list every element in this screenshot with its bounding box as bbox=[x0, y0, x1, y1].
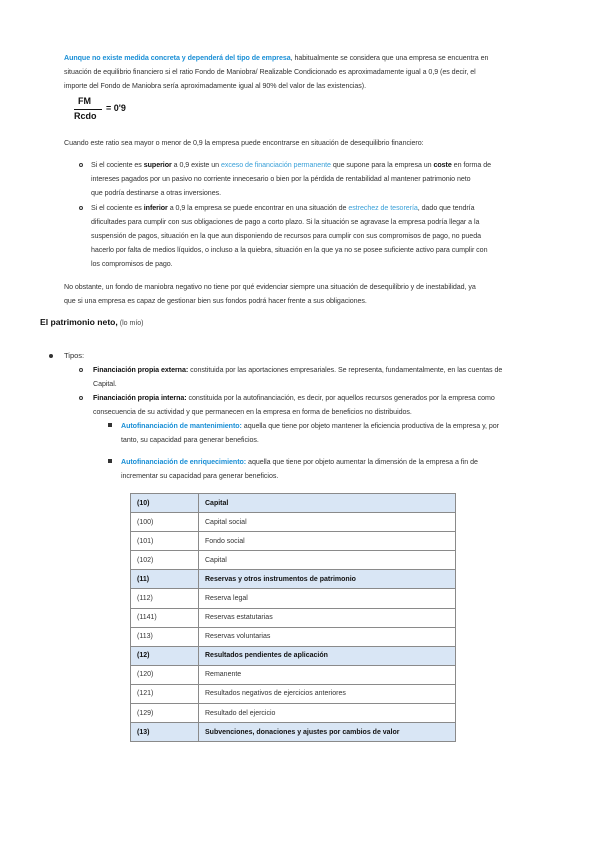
para1-lead: Aunque no existe medida concreta y dependerá del tipo de empresa bbox=[64, 54, 291, 62]
bullet-a-line3: que podría destinarse a otras inversiones. bbox=[91, 189, 222, 197]
enr-text: aquella que tiene por objeto aumentar la dimensión de la empresa a fin de bbox=[246, 458, 478, 466]
para3-line1: No obstante, un fondo de maniobra negativo no tiene por qué evidenciar siempre una situación de desequilibrio y de inestabilidad, ya bbox=[64, 283, 476, 291]
table-header-row bbox=[131, 723, 456, 742]
mant-text: aquella que tiene por objeto mantener la eficiencia productiva de la empresa y, por bbox=[241, 422, 499, 430]
table-row bbox=[131, 551, 456, 570]
enr-label: Autofinanciación de enriquecimiento: bbox=[121, 458, 247, 466]
accounts-table bbox=[130, 493, 456, 742]
bullet-a-line2: intereses pagados por un pasivo no corriente innecesario o bien por la pérdida de rentabilidad al mantener patrimonio neto bbox=[91, 175, 471, 183]
account-code: (120) bbox=[131, 665, 199, 684]
account-name: Remanente bbox=[199, 665, 456, 684]
bullet-square-icon bbox=[108, 459, 112, 463]
section-heading bbox=[40, 317, 144, 327]
bullet-a-pre: Si el cociente es bbox=[91, 161, 144, 169]
table-row bbox=[131, 513, 456, 532]
bullet-a-post2: en forma de bbox=[451, 161, 491, 169]
bullet-a-key: superior bbox=[143, 161, 172, 169]
interna-label: Financiación propia interna: bbox=[93, 394, 187, 402]
table-row bbox=[131, 704, 456, 723]
table-row bbox=[131, 532, 456, 551]
account-name: Resultados pendientes de aplicación bbox=[199, 646, 456, 665]
bullet-ring-icon bbox=[79, 368, 83, 372]
account-code: (121) bbox=[131, 684, 199, 703]
table-header-row bbox=[131, 494, 456, 513]
account-code: (1141) bbox=[131, 608, 199, 627]
bullet-ring-icon bbox=[79, 163, 83, 167]
account-name: Reservas estatutarias bbox=[199, 608, 456, 627]
externa-line1 bbox=[93, 362, 502, 379]
para1-line1-text: , habitualmente se considera que una empresa se encuentra en bbox=[290, 54, 489, 62]
para1-line2: situación de equilibrio financiero si el ratio Fondo de Maniobra/ Realizable Condicionado es aproximadamente igual a 0,9 (es decir, el bbox=[64, 68, 476, 76]
enr-line2: incrementar su capacidad para generar beneficios. bbox=[121, 472, 279, 480]
table-header-row bbox=[131, 570, 456, 589]
table-row bbox=[131, 627, 456, 646]
externa-text: constituida por las aportaciones empresariales. Se representa, fundamentalmente, en las cuentas de bbox=[188, 366, 503, 374]
bullet-square-icon bbox=[108, 423, 112, 427]
heading-note: (lo mío) bbox=[117, 320, 144, 327]
bullet-b-key: inferior bbox=[143, 204, 168, 212]
externa-line2: Capital. bbox=[93, 380, 117, 388]
account-name: Capital bbox=[199, 551, 456, 570]
mant-label: Autofinanciación de mantenimiento: bbox=[121, 422, 242, 430]
bullet-a-key2: coste bbox=[433, 161, 452, 169]
account-code: (10) bbox=[131, 494, 199, 513]
heading-title: El patrimonio neto, bbox=[40, 317, 118, 327]
bullet-a-link: exceso de financiación permanente bbox=[220, 161, 331, 169]
account-name: Fondo social bbox=[199, 532, 456, 551]
para1-line3: importe del Fondo de Maniobra sería aproximadamente igual al 90% del valor de las existencias). bbox=[64, 82, 367, 90]
formula-denominator: Rcdo bbox=[74, 111, 97, 121]
tipos-label: Tipos: bbox=[64, 351, 85, 360]
externa-label: Financiación propia externa: bbox=[93, 366, 189, 374]
bullet-b-line2: dificultades para cumplir con sus obligaciones de pago a corto plazo. Si la situación se agravase la empresa podría llegar a la bbox=[91, 218, 480, 226]
bullet-b-link: estrechez de tesorería bbox=[348, 204, 418, 212]
table-row bbox=[131, 684, 456, 703]
account-name: Resultado del ejercicio bbox=[199, 704, 456, 723]
account-code: (129) bbox=[131, 704, 199, 723]
account-code: (113) bbox=[131, 627, 199, 646]
fraction-bar bbox=[74, 109, 102, 110]
para2: Cuando este ratio sea mayor o menor de 0,9 la empresa puede encontrarse en situación de desequilibrio financiero: bbox=[64, 139, 424, 147]
account-code: (12) bbox=[131, 646, 199, 665]
table-header-row bbox=[131, 646, 456, 665]
interna-line2: consecuencia de su actividad y que permanecen en la empresa en forma de beneficios no distribuidos. bbox=[93, 408, 412, 416]
account-code: (112) bbox=[131, 589, 199, 608]
account-name: Reserva legal bbox=[199, 589, 456, 608]
account-code: (11) bbox=[131, 570, 199, 589]
bullet-ring-icon bbox=[79, 396, 83, 400]
bullet-b-post: , dado que tendría bbox=[417, 204, 475, 212]
accounts-table-body bbox=[131, 494, 456, 742]
bullet-b-pre: Si el cociente es bbox=[91, 204, 144, 212]
bullet-b-line4: hacerlo por falta de medios líquidos, o incluso a la quiebra, situación en la que ya no se posee suficiente activo para cumplir con bbox=[91, 246, 488, 254]
account-name: Capital bbox=[199, 494, 456, 513]
account-name: Capital social bbox=[199, 513, 456, 532]
table-row bbox=[131, 589, 456, 608]
account-name: Reservas y otros instrumentos de patrimonio bbox=[199, 570, 456, 589]
table-row bbox=[131, 665, 456, 684]
mant-line2: tanto, su capacidad para generar beneficios. bbox=[121, 436, 259, 444]
bullet-b-line3: suspensión de pagos, situación en la que aun disponiendo de recursos para cumplir con sus compromisos de pago, no pueda bbox=[91, 232, 481, 240]
account-name: Resultados negativos de ejercicios anteriores bbox=[199, 684, 456, 703]
bullet-dot-icon bbox=[49, 354, 53, 358]
account-code: (100) bbox=[131, 513, 199, 532]
bullet-b-mid: a 0,9 la empresa se puede encontrar en una situación de bbox=[167, 204, 349, 212]
table-row bbox=[131, 608, 456, 627]
account-name: Subvenciones, donaciones y ajustes por cambios de valor bbox=[199, 723, 456, 742]
account-code: (101) bbox=[131, 532, 199, 551]
bullet-a-post: que supone para la empresa un bbox=[330, 161, 434, 169]
para3-line2: que si una empresa es capaz de gestionar bien sus fondos podrá hacer frente a sus obligaciones. bbox=[64, 297, 367, 305]
account-code: (13) bbox=[131, 723, 199, 742]
bullet-a-mid: a 0,9 existe un bbox=[171, 161, 221, 169]
bullet-ring-icon bbox=[79, 206, 83, 210]
formula-numerator: FM bbox=[78, 96, 91, 106]
bullet-b-line5: los compromisos de pago. bbox=[91, 260, 173, 268]
interna-text: constituida por la autofinanciación, es decir, por aquellos recursos generados por la empresa como bbox=[186, 394, 495, 402]
account-name: Reservas voluntarias bbox=[199, 627, 456, 646]
account-code: (102) bbox=[131, 551, 199, 570]
formula-result: = 0'9 bbox=[106, 103, 126, 113]
